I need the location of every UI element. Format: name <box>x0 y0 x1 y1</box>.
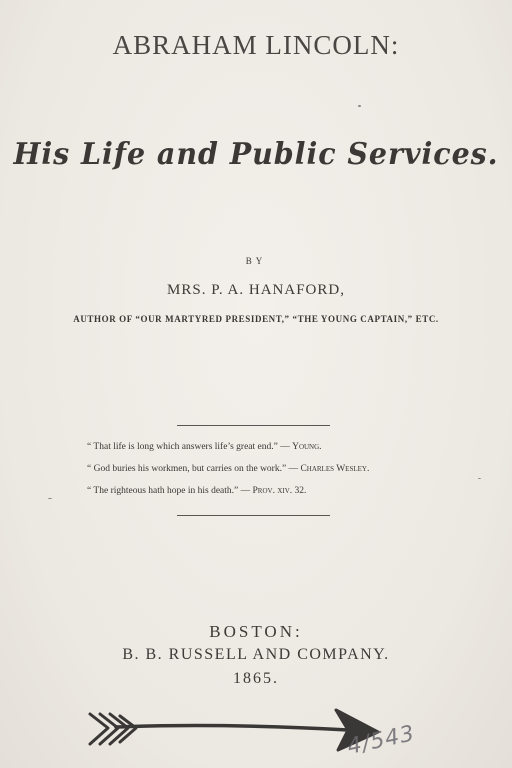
divider-top <box>177 425 330 426</box>
epigraph-quote <box>87 464 369 474</box>
paper-speck <box>48 498 52 499</box>
author-name: MRS. P. A. HANAFORD, <box>167 282 345 298</box>
imprint-year: 1865. <box>233 670 279 687</box>
quote-text: “ God buries his workmen, but carries on the work.” — <box>87 464 301 474</box>
quote-text: “ That life is long which answers life’s great end.” — <box>87 442 293 452</box>
quote-attribution: Young. <box>292 442 322 452</box>
paper-speck <box>478 478 481 479</box>
imprint-publisher: B. B. RUSSELL AND COMPANY. <box>122 646 390 663</box>
epigraph-quote <box>87 486 306 496</box>
by-label: BY <box>245 256 267 266</box>
divider-bottom <box>177 515 330 516</box>
quote-attribution: Charles Wesley. <box>300 464 370 474</box>
book-subtitle: His Life and Public Services. <box>13 137 499 172</box>
book-title: ABRAHAM LINCOLN: <box>112 30 400 60</box>
epigraph-quote <box>87 442 322 452</box>
handwritten-catalog-note: 4/543 <box>345 721 418 760</box>
quote-text: “ The righteous hath hope in his death.” — <box>87 486 253 496</box>
quote-attribution: Prov. xiv. 32. <box>252 486 307 496</box>
paper-speck <box>358 105 361 107</box>
author-credits: AUTHOR OF “OUR MARTYRED PRESIDENT,” “THE YOUNG CAPTAIN,” ETC. <box>73 314 439 324</box>
arrow-stamp-icon <box>86 702 386 752</box>
imprint-place: BOSTON: <box>209 622 303 641</box>
